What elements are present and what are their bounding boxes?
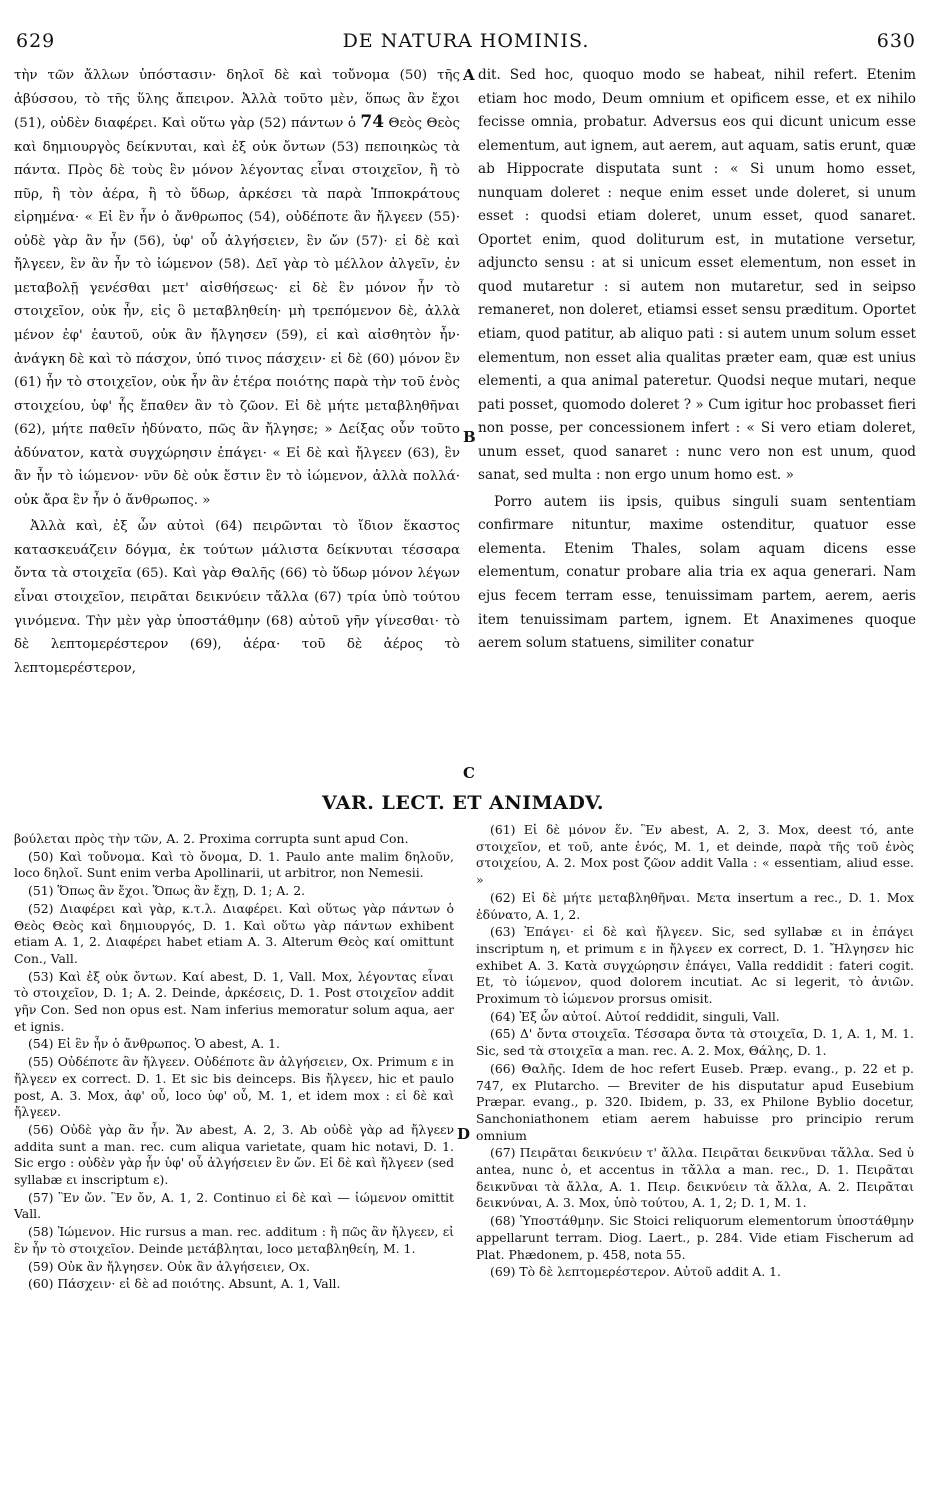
margin-marker-c: C xyxy=(463,764,475,782)
note-item: (66) Θαλῆς. Idem de hoc refert Euseb. Præp. evang., p. 22 et p. 747, ex Plutarcho. — Breviter de his disputatur apud Eusebium Præpar. evang., p. 320. Ibidem, p. 33, ex Philone Byblio docetur, Sanchoniathonem etiam aerem habuisse pro principio rerum omnium xyxy=(476,1060,914,1143)
note-item: (56) Οὐδὲ γὰρ ἂν ἦν. Ἄν abest, A. 2, 3. Ab οὐδὲ γὰρ ad ἤλγεεν addita sunt a man. rec. cum aliqua varietate, quam hic notavi, D. 1. Sic ergo : οὐδὲν γὰρ ἦν ὑφ' οὗ ἀλγήσειεν ἓν ὤν. Εἰ δὲ καὶ ἤλγεεν (sed syllabæ ει inscriptum ε). xyxy=(14,1121,454,1188)
greek-text-column xyxy=(14,64,460,680)
running-title: DE NATURA HOMINIS. xyxy=(342,30,590,52)
greek-paragraph-1b: Θεὸς Θεὸς καὶ δημιουργὸς δείκνυται, καὶ ἐξ οὐκ ὄντων (53) πεποιηκὼς τὰ πάντα. Πρὸς δὲ τοὺς ἓν μόνον λέγοντας εἶναι στοιχεῖον, ἢ τὸ πῦρ, ἢ τὸν ἀέρα, ἢ τὸ ὕδωρ, ἀρκέσει τὰ παρὰ Ἱπποκράτους εἰρημένα· « Εἰ ἓν ἦν ὁ ἄνθρωπος (54), οὐδέποτε ἂν ἤλγεεν (55)· οὐδὲ γὰρ ἂν ἦν (56), ὑφ' οὗ ἀλγήσειεν, ἓν ὤν (57)· εἰ δὲ καὶ ἤλγεεν, ἓν ἂν ἦν τὸ ἰώμενον (58). Δεῖ γὰρ τὸ μέλλον ἀλγεῖν, ἐν μεταβολῇ γενέσθαι μετ' αἰσθήσεως· εἰ δὲ ἓν μόνον ἦν τὸ στοιχεῖον, οὐκ ἦν, εἰς ὃ μεταβληθείη· μὴ τρεπόμενον δὲ, ἀλλὰ μένον ἐφ' ἑαυτοῦ, οὐκ ἂν ἤλγησεν (59), εἰ καὶ αἰσθητὸν ἦν· ἀνάγκη δὲ καὶ τὸ πάσχον, ὑπό τινος πάσχειν· εἰ δὲ (60) μόνον ἓν (61) ἦν τὸ στοιχεῖον, οὐκ ἦν ἂν ἑτέρα ποιότης παρὰ τὴν τοῦ ἑνὸς στοιχείου, ὑφ' ἧς ἔπαθεν ἂν τὸ ζῶον. Εἰ δὲ μήτε μεταβληθῆναι (62), μήτε παθεῖν ἠδύνατο, πῶς ἂν ἤλγησε; » Δείξας οὖν τοῦτο ἀδύνατον, κατὰ συγχώρησιν ἐπάγει· « Εἰ δὲ καὶ ἤλγεεν (63), ἓν ἂν ἦν τὸ ἰώμενον· νῦν δὲ οὐκ ἔστιν ἓν τὸ ἰώμενον, ἀλλὰ πολλά· οὐκ ἄρα ἓν ἦν ὁ ἄνθρωπος. » xyxy=(14,116,460,508)
page-number-left: 629 xyxy=(16,30,56,52)
latin-text-column xyxy=(478,64,916,656)
note-item: (62) Εἰ δὲ μήτε μεταβληθῆναι. Μετα insertum a rec., D. 1. Mox ἐδύνατο, A. 1, 2. xyxy=(476,889,914,922)
note-item: (53) Καὶ ἐξ οὐκ ὄντων. Καί abest, D. 1, Vall. Mox, λέγοντας εἶναι τὸ στοιχεῖον, D. 1; A. 2. Deinde, ἀρκέσεις, D. 1. Post στοιχεῖον addit γῆν Con. Sed non opus est. Nam inferius memoratur solum aqua, aer et ignis. xyxy=(14,968,454,1034)
note-item: (52) Διαφέρει καὶ γὰρ, κ.τ.λ. Διαφέρει. Καὶ οὕτως γὰρ πάντων ὁ Θεὸς Θεὸς καὶ δημιουργός, D. 1. Καὶ οὕτω γὰρ πάντων exhibent etiam A. 1, 2. Διαφέρει habet etiam A. 3. Alterum Θεὸς καί omittunt Con., Vall. xyxy=(14,900,454,966)
note-item: (51) Ὅπως ἂν ἔχοι. Ὅπως ἂν ἔχῃ, D. 1; A. 2. xyxy=(28,883,306,899)
note-item: (63) Ἐπάγει· εἰ δὲ καὶ ἤλγεεν. Sic, sed syllabæ ει in ἐπάγει inscriptum η, et primum ε in ἤλγεεν ex correct, D. 1. Ἤλγησεν hic exhibet A. 3. Κατὰ συγχώρησιν ἐπάγει, Valla reddidit : fateri cogit. Et, τὸ ἰώμενον, quod dolorem incutiat. Ac si legerit, τὸ ἀνιῶν. Proximum τὸ ἰώμενον prorsus omisit. xyxy=(476,924,914,1007)
latin-paragraph-1: dit. Sed hoc, quoquo modo se habeat, nihil refert. Etenim etiam hoc modo, Deum omnium et opificem esse, et ex nihilo fecisse omnia, probatur. Adversus eos qui dicunt unicum esse elementum, aut ignem, aut aerem, aut aquam, satis erunt, quæ ab Hippocrate disputata sunt : « Si unum homo esset, nunquam doleret : neque enim esset unde doleret, si unum esset : quodsi etiam doleret, unum esset, quod sanaret. Oportet enim, quod doliturum est, in mutatione versetur, adjuncto sensu : at si unicum esset elementum, non esset in quod mutaretur : si autem non mutaretur, sed in seipso remaneret, non doleret, etiamsi esset sensu præditum. Oportet etiam, quod patitur, ab aliquo pati : si autem unum solum esset elementum, non esset alia qualitas præter eam, quæ est unius elementi, a qua animal pateretur. Quodsi neque mutari, neque pati posset, quomodo doleret ? » Cum igitur hoc probasset fieri non posse, per concessionem infert : « Si vero etiam doleret, unum esset, quod sanaret : nunc vero non est unum, quod sanat, sed multa : non ergo unum homo est. » xyxy=(478,67,916,484)
note-item: (64) Ἐξ ὧν αὐτοί. Αὐτοί reddidit, singuli, Vall. xyxy=(490,1008,780,1024)
margin-marker-a: A xyxy=(463,66,475,84)
note-item: (57) Ἓν ὤν. Ἓν ὄν, A. 1, 2. Continuo εἰ δὲ καὶ — ἰώμενον omittit Vall. xyxy=(14,1189,454,1222)
margin-marker-b: B xyxy=(463,428,476,446)
inline-page-number: 74 xyxy=(360,112,385,133)
margin-marker-d: D xyxy=(457,1125,471,1143)
page-header xyxy=(16,30,916,54)
note-item: (60) Πάσχειν· εἰ δὲ ad ποιότης. Absunt, A. 1, Vall. xyxy=(28,1276,341,1292)
note-item: βούλεται πρὸς τὴν τῶν, A. 2. Proxima corrupta sunt apud Con. xyxy=(14,831,409,846)
note-item: (65) Δ' ὄντα στοιχεῖα. Τέσσαρα ὄντα τὰ στοιχεῖα, D. 1, A. 1, M. 1. Sic, sed τὰ στοιχεῖα a man. rec. A. 2. Mox, Θάλης, D. 1. xyxy=(476,1026,914,1059)
latin-paragraph-2: Porro autem iis ipsis, quibus singuli suam sententiam confirmare nituntur, maxime ostenditur, quatuor esse elementa. Etenim Thales, solam aquam dicens esse elementum, conatur probare alia tria ex aqua generari. Nam ejus fecem terram esse, tenuissimam partem, aerem, aeris item tenuissimam partem, ignem. Et Anaximenes quoque aerem solum statuens, similiter conatur xyxy=(478,493,916,652)
note-item: (59) Οὐκ ἂν ἤλγησεν. Οὐκ ἂν ἀλγήσειεν, Ox. xyxy=(28,1258,310,1274)
note-item: (58) Ἰώμενον. Hic rursus a man. rec. additum : ἢ πῶς ἂν ἤλγεεν, εἰ ἓν ἦν τὸ στοιχεῖον. Deinde μετάβληται, loco μεταβληθείη, M. 1. xyxy=(14,1224,454,1256)
note-item: (69) Τὸ δὲ λεπτομερέστερον. Αὐτοῦ addit A. 1. xyxy=(490,1264,781,1280)
note-item: (67) Πειρᾶται δεικνύειν τ' ἄλλα. Πειρᾶται δεικνῦναι τἄλλα. Sed ὑ antea, nunc ὁ, et accentus in τἄλλα a man. rec., D. 1. Πειρᾶται δεικνῦναι τὰ ἄλλα, A. 1. Πειρ. δεικνύειν τὰ ἄλλα, A. 2. Πειρᾶται δεικνύναι, A. 3. Mox, ὑπὸ τούτου, A. 1, 2; D. 1, M. 1. xyxy=(476,1145,914,1211)
note-item: (68) Ὑποστάθμην. Sic Stoici reliquorum elementorum ὑποστάθμην appellarunt terram. Diog. Laert., p. 284. Vide etiam Fischerum ad Plat. Phædonem, p. 458, nota 55. xyxy=(476,1213,914,1262)
notes-heading: VAR. LECT. ET ANIMADV. xyxy=(321,792,605,814)
notes-right-column xyxy=(476,822,914,1281)
page-number-right: 630 xyxy=(876,30,916,52)
notes-left-column xyxy=(14,831,454,1293)
note-item: (55) Οὐδέποτε ἂν ἤλγεεν. Οὐδέποτε ἂν ἀλγήσειεν, Ox. Primum ε in ἤλγεεν ex correct. D. 1. Et sic bis deinceps. Bis ἤλγεεν, hic et paulo post, A. 3. Mox, ἀφ' οὗ, loco ὑφ' οὗ, M. 1, et idem mox : εἰ δὲ καὶ ἤλγεεν. xyxy=(14,1054,454,1120)
note-item: (50) Καὶ τοὔνομα. Καὶ τὸ ὄνομα, D. 1. Paulo ante malim δηλοῦν, loco δηλοῖ. Sunt enim verba Apollinarii, ut arbitror, non Nemesii. xyxy=(14,848,454,881)
note-item: (61) Εἰ δὲ μόνον ἕν. Ἓν abest, A. 2, 3. Mox, deest τό, ante στοιχεῖον, et τοῦ, ante ἑνός, M. 1, et deinde, παρὰ τῆς τοῦ ἑνὸς στοιχείου, A. 2. Mox post ζῶον addit Valla : « essentiam, aliud esse. » xyxy=(476,822,914,888)
greek-paragraph-1a: τὴν τῶν ἄλλων ὑπόστασιν· δηλοῖ δὲ καὶ τοὔνομα (50) τῆς ἀβύσσου, τὸ τῆς ὕλης ἄπειρον. Ἀλλὰ τοῦτο μὲν, ὅπως ἂν ἔχοι (51), οὐδὲν διαφέρει. Καὶ οὕτω γὰρ (52) πάντων ὁ xyxy=(14,68,460,132)
greek-paragraph-2: Ἀλλὰ καὶ, ἐξ ὧν αὐτοὶ (64) πειρῶνται τὸ ἴδιον ἕκαστος κατασκευάζειν δόγμα, ἐκ τούτων μάλιστα δείκνυται τέσσαρα ὄντα τὰ στοιχεῖα (65). Καὶ γὰρ Θαλῆς (66) τὸ ὕδωρ μόνον λέγων εἶναι στοιχεῖον, πειρᾶται δεικνύειν τἄλλα (67) τρία ὑπὸ τούτου γινόμενα. Τὴν μὲν γὰρ ὑποστάθμην (68) αὐτοῦ γῆν γίνεσθαι· τὸ δὲ λεπτομερέστερον (69), ἀέρα· τοῦ δὲ ἀέρος τὸ λεπτομερέστερον, xyxy=(14,519,460,676)
note-item: (54) Εἰ ἓν ἦν ὁ ἄνθρωπος. Ὁ abest, A. 1. xyxy=(28,1036,280,1052)
